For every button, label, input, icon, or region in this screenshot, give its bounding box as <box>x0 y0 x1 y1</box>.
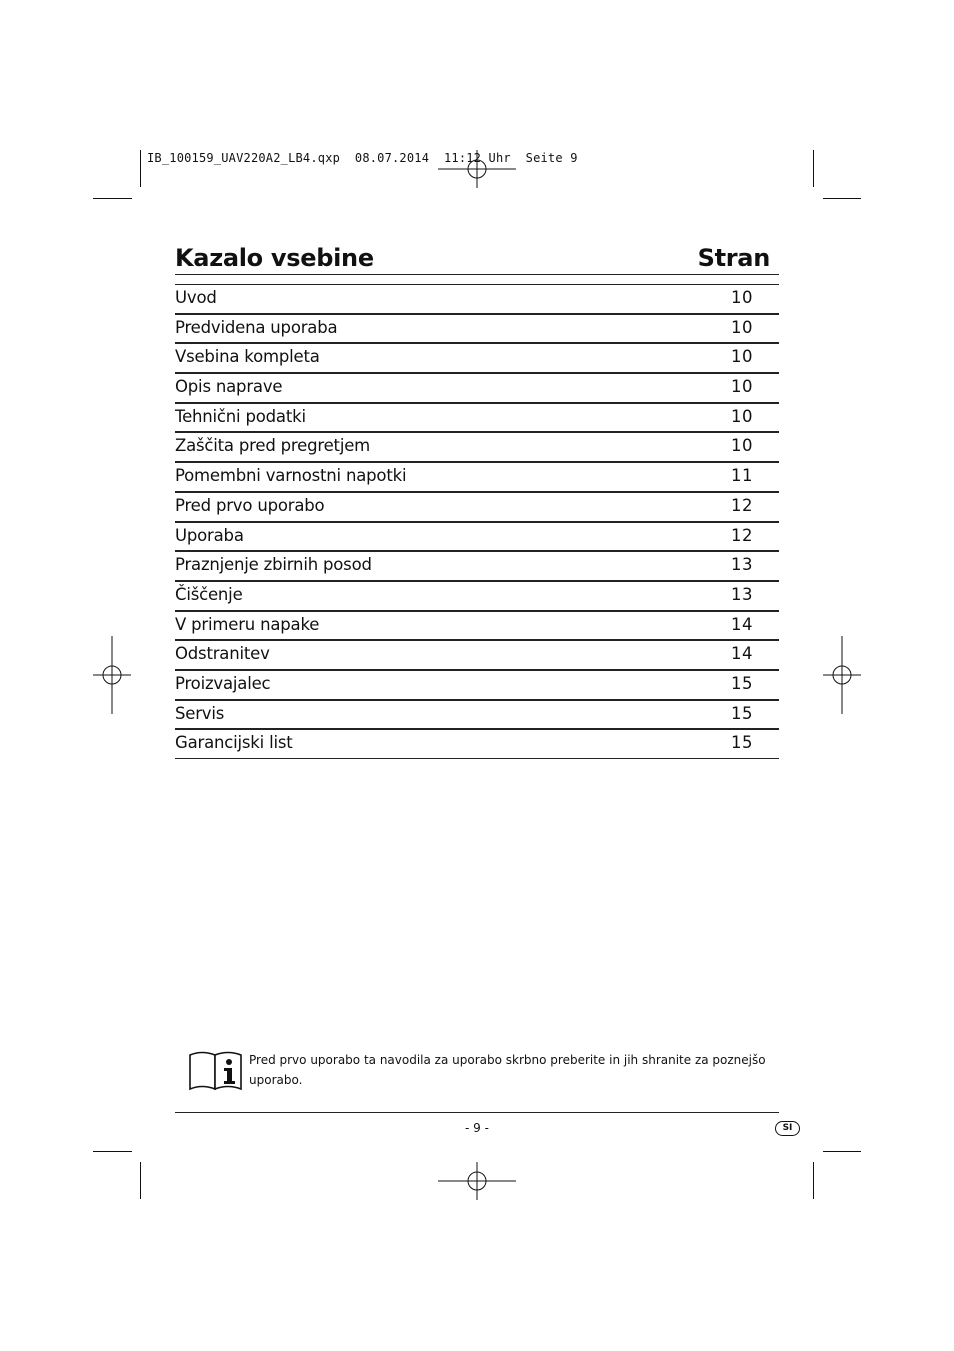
toc-entry-page: 15 <box>731 733 753 753</box>
toc-entry <box>175 284 779 314</box>
toc-entry-page: 10 <box>731 347 753 367</box>
registration-mark-icon <box>438 1162 516 1200</box>
toc-entry-label: Uporaba <box>175 525 244 545</box>
toc-entry <box>175 551 779 581</box>
toc-entry <box>175 640 779 670</box>
toc-entry-label: Servis <box>175 703 225 723</box>
toc-entry-label: Predvidena uporaba <box>175 317 338 337</box>
info-note: Pred prvo uporabo ta navodila za uporabo skrbno preberite in jih shranite za poznejšo uporabo. <box>249 1053 766 1087</box>
toc-entry-label: Pomembni varnostni napotki <box>175 466 407 486</box>
toc-entry <box>175 700 779 730</box>
toc-entry-label: Uvod <box>175 288 217 307</box>
footer-divider <box>175 1112 779 1113</box>
toc-entry-label: Čiščenje <box>175 584 243 604</box>
toc-entry-page: 14 <box>731 614 753 634</box>
toc-entry <box>175 611 779 641</box>
toc-entry-page: 10 <box>731 288 753 307</box>
toc-entry-page: 12 <box>731 495 753 515</box>
toc-entry <box>175 729 779 759</box>
toc-entry-page: 10 <box>731 377 753 397</box>
toc-entry-label: Tehnični podatki <box>175 406 306 426</box>
toc-entry-label: Proizvajalec <box>175 673 271 693</box>
toc-entry-label: Garancijski list <box>175 733 293 753</box>
toc-entry-page: 11 <box>731 466 753 486</box>
toc-entry <box>175 343 779 373</box>
toc-entry-page: 14 <box>731 644 753 664</box>
info-book-icon <box>188 1049 244 1091</box>
toc-entry-page: 15 <box>731 703 753 723</box>
toc-entry-label: Vsebina kompleta <box>175 347 320 367</box>
title-divider <box>175 274 779 275</box>
toc-entry <box>175 492 779 522</box>
toc-entry-page: 10 <box>731 436 753 456</box>
toc-entry <box>175 314 779 344</box>
toc-entry-label: Zaščita pred pregretjem <box>175 436 371 456</box>
toc-entry-page: 10 <box>731 317 753 337</box>
page-column-heading: Stran <box>697 244 770 272</box>
toc-entry-page: 15 <box>731 673 753 693</box>
toc-entry <box>175 403 779 433</box>
toc-entry-label: V primeru napake <box>175 614 320 634</box>
registration-mark-icon <box>438 150 516 188</box>
toc-entry-label: Praznjenje zbirnih posod <box>175 555 372 575</box>
page-title: Kazalo vsebine <box>175 244 374 272</box>
toc-entry-page: 13 <box>731 555 753 575</box>
toc-entry-label: Pred prvo uporabo <box>175 495 325 515</box>
registration-mark-icon <box>93 636 131 714</box>
registration-mark-icon <box>823 636 861 714</box>
table-of-contents <box>175 284 779 759</box>
toc-entry-label: Opis naprave <box>175 377 283 397</box>
toc-entry-page: 10 <box>731 406 753 426</box>
toc-entry-label: Odstranitev <box>175 644 270 664</box>
language-badge: SI <box>775 1121 800 1136</box>
toc-entry <box>175 373 779 403</box>
toc-entry <box>175 522 779 552</box>
toc-entry-page: 12 <box>731 525 753 545</box>
toc-entry <box>175 670 779 700</box>
toc-entry <box>175 462 779 492</box>
toc-entry <box>175 432 779 462</box>
page-number: - 9 - <box>465 1121 489 1135</box>
toc-entry-page: 13 <box>731 584 753 604</box>
print-header: IB_100159_UAV220A2_LB4.qxp 08.07.2014 11:12 Uhr Seite 9 <box>147 151 578 165</box>
toc-entry <box>175 581 779 611</box>
